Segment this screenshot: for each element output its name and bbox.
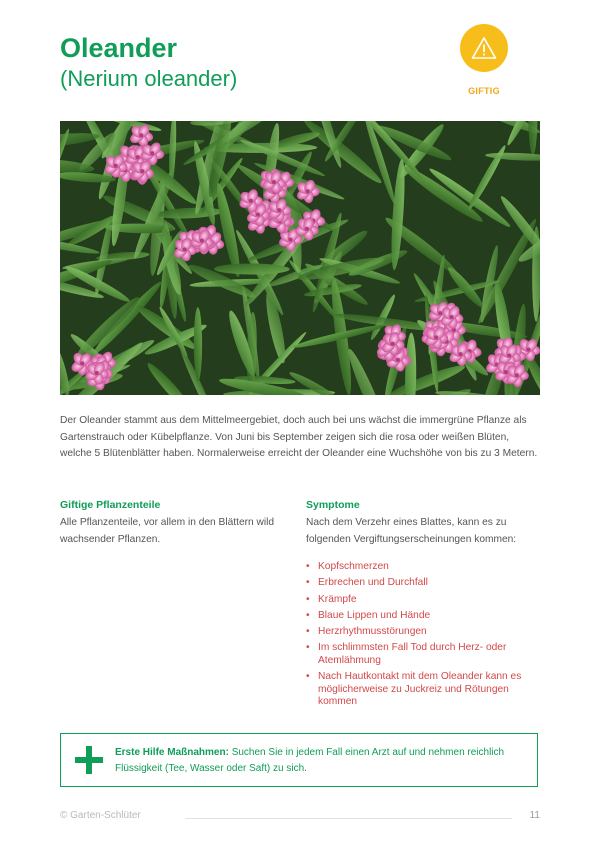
first-aid-label: Erste Hilfe Maßnahmen: xyxy=(115,747,229,758)
symptoms-list xyxy=(306,561,542,709)
page-title: Oleander xyxy=(60,33,178,63)
toxic-parts-section xyxy=(60,497,280,548)
oleander-photo xyxy=(60,121,540,395)
first-aid-text xyxy=(115,745,525,777)
page-footer xyxy=(60,810,540,826)
symptoms-section xyxy=(306,497,542,713)
list-item: • Erbrechen und Durchfall xyxy=(306,577,542,590)
toxic-parts-heading: Giftige Pflanzenteile xyxy=(60,499,161,511)
toxicity-badge xyxy=(458,24,510,96)
symptoms-heading: Symptome xyxy=(306,499,360,511)
list-item: • Herzrhythmusstörungen xyxy=(306,626,542,639)
list-item: • Krämpfe xyxy=(306,594,542,607)
page-number: 11 xyxy=(529,810,540,821)
intro-paragraph: Der Oleander stammt aus dem Mittelmeergebiet, doch auch bei uns wächst die immergrüne Pflanze als Gartenstrauch oder Kübelpflanze. Von Juni bis September zeigen sich die rosa oder weißen Blüten, welche 5 Blütenblätter haben. Normalerweise erreicht der Oleander eine Wuchshöhe von bis zu 3 Metern. xyxy=(60,415,538,459)
symptoms-intro: Nach dem Verzehr eines Blattes, kann es zu folgenden Vergiftungserscheinungen kommen: xyxy=(306,517,517,545)
list-item: • Im schlimmsten Fall Tod durch Herz- oder Atemlähmung xyxy=(306,642,542,667)
toxicity-label: GIFTIG xyxy=(468,86,500,96)
first-aid-body: Suchen Sie in jedem Fall einen Arzt auf und nehmen reichlich Flüssigkeit (Tee, Wasser oder Saft) zu sich. xyxy=(115,747,505,774)
footer-divider xyxy=(185,818,512,819)
plus-icon xyxy=(75,746,103,774)
warning-triangle-icon xyxy=(460,24,508,72)
list-item: • Kopfschmerzen xyxy=(306,561,542,574)
list-item: • Blaue Lippen und Hände xyxy=(306,610,542,623)
toxic-parts-text: Alle Pflanzenteile, vor allem in den Blättern wild wachsender Pflanzen. xyxy=(60,517,275,545)
copyright: © Garten-Schlüter xyxy=(60,810,141,821)
botanical-name: (Nerium oleander) xyxy=(60,66,238,91)
list-item: • Nach Hautkontakt mit dem Oleander kann es möglicherweise zu Juckreiz und Rötungen kommen xyxy=(306,671,542,709)
first-aid-box xyxy=(60,733,538,787)
